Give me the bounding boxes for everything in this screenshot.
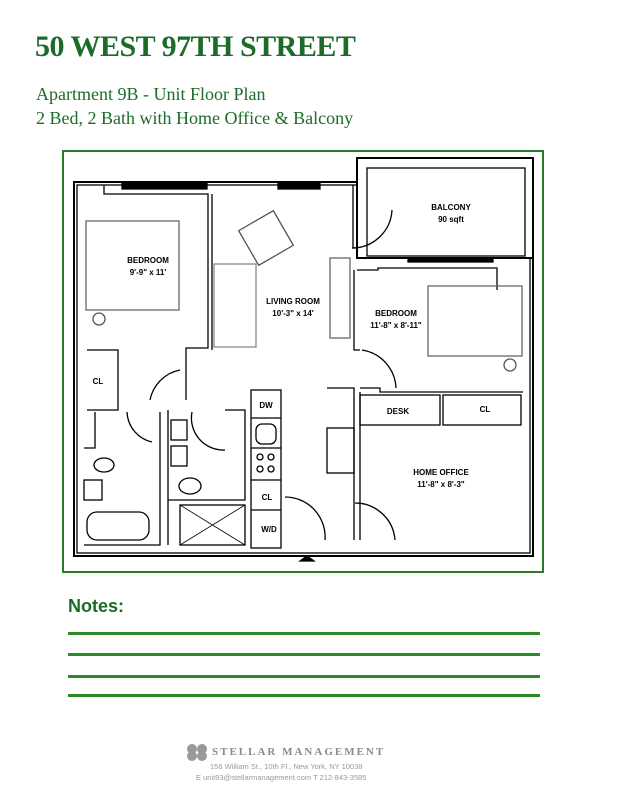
nightstand-icon bbox=[504, 359, 516, 371]
bathtub-icon bbox=[87, 512, 149, 540]
window bbox=[278, 183, 320, 189]
sink-icon bbox=[171, 446, 187, 466]
stellar-logo-icon bbox=[186, 743, 208, 761]
door-swing bbox=[362, 350, 396, 388]
notes-label: Notes: bbox=[68, 596, 125, 616]
kitchen-sink-icon bbox=[256, 424, 276, 444]
armchair-icon bbox=[239, 211, 294, 266]
tv-console-icon bbox=[330, 258, 350, 338]
unit-subtitle: Apartment 9B - Unit Floor Plan bbox=[36, 84, 266, 104]
door-swing bbox=[355, 503, 395, 540]
room-size-bedroom-2: 11'-8" x 8'-11" bbox=[370, 321, 422, 330]
notes-line bbox=[68, 632, 540, 635]
room-size-home-office: 11'-8" x 8'-3" bbox=[417, 480, 465, 489]
door-swing bbox=[150, 370, 180, 400]
toilet-icon bbox=[94, 458, 114, 472]
building-title: 50 WEST 97TH STREET bbox=[35, 30, 356, 63]
closet-label: CL bbox=[261, 493, 273, 502]
desk-label: DESK bbox=[386, 407, 410, 416]
room-label-home-office: HOME OFFICE bbox=[413, 468, 469, 477]
bed-icon bbox=[86, 221, 179, 310]
closet-label: CL bbox=[479, 405, 491, 414]
room-size-living-room: 10'-3" x 14' bbox=[272, 309, 314, 318]
room-label-balcony: BALCONY bbox=[431, 203, 471, 212]
unit-description: 2 Bed, 2 Bath with Home Office & Balcony bbox=[36, 108, 354, 128]
washer-dryer-label: W/D bbox=[261, 525, 277, 534]
door-swing bbox=[285, 497, 325, 540]
sink-icon bbox=[171, 420, 187, 440]
stove-icon bbox=[257, 454, 274, 472]
brand-address: 156 William St., 10th Fl., New York, NY 10038 bbox=[210, 762, 363, 771]
notes-line bbox=[68, 694, 540, 697]
notes-line bbox=[68, 653, 540, 656]
room-label-bedroom: BEDROOM bbox=[127, 256, 169, 265]
bed-icon bbox=[428, 286, 522, 356]
brand-name: STELLAR MANAGEMENT bbox=[212, 746, 386, 758]
notes-line bbox=[68, 675, 540, 678]
nightstand-icon bbox=[93, 313, 105, 325]
column bbox=[327, 428, 354, 473]
room-label-bedroom-2: BEDROOM bbox=[375, 309, 417, 318]
dishwasher-label: DW bbox=[259, 401, 273, 410]
sofa-icon bbox=[214, 264, 256, 347]
toilet-icon bbox=[179, 478, 201, 494]
window bbox=[122, 183, 207, 189]
room-label-living-room: LIVING ROOM bbox=[266, 297, 320, 306]
closet-label: CL bbox=[92, 377, 104, 386]
brand-contact: E unit93@stellarmanagement.com T 212-843-3585 bbox=[196, 773, 367, 782]
room-size-bedroom: 9'-9" x 11' bbox=[129, 268, 167, 277]
room-size-balcony: 90 sqft bbox=[438, 215, 464, 224]
sink-icon bbox=[84, 480, 102, 500]
